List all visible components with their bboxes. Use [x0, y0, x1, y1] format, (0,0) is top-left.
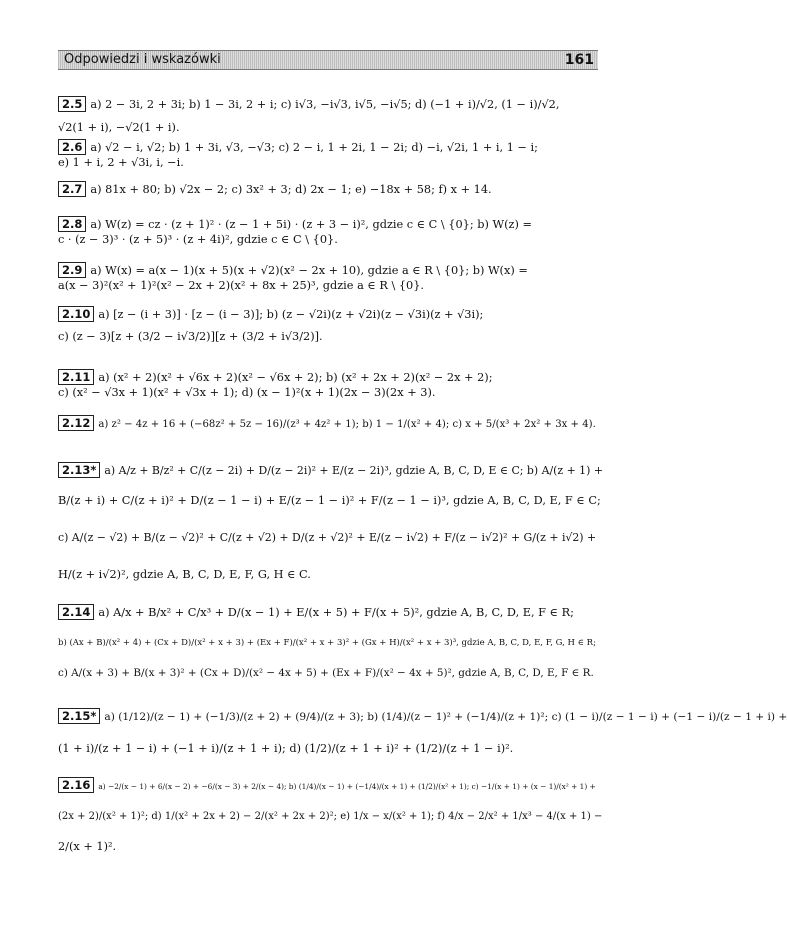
answer-2-6 — [58, 139, 598, 170]
answer-2-14 — [58, 598, 598, 688]
answer-line — [58, 560, 598, 590]
answer-line — [58, 262, 598, 278]
problem-number: 2.10 — [58, 306, 94, 322]
answer-text: a) 2 − 3i, 2 + 3i; b) 1 − 3i, 2 + i; c) i√3, −i√3, i√5, −i√5; d) (−1 + i)/√2, (1 − i)/√2, — [90, 98, 560, 111]
answer-text: (2x + 2)/(x² + 1)²; d) 1/(x² + 2x + 2) − 2/(x² + 2x + 2)²; e) 1/x − x/(x² + 1); f) 4/x − 2/x² + 1/x³ − 4/(x + 1) − — [58, 811, 603, 822]
problem-number: 2.16 — [58, 777, 94, 793]
answer-text: a) z² − 4z + 16 + (−68z² + 5z − 16)/(z³ + 4z² + 1); b) 1 − 1/(x² + 4); c) x + 5/(x³ + 2x² + 3x + 4). — [98, 419, 596, 430]
answer-2-15 — [58, 702, 787, 764]
answer-text: a) −2/(x − 1) + 6/(x − 2) + −6/(x − 3) + 2/(x − 4); b) (1/4)/(x − 1) + (−1/4)/(x + 1) + (1/2)/(x² + 1); c) −1/(x + 1) + (x − 1)/(x² + 1) + — [98, 782, 596, 791]
answer-line — [58, 139, 598, 155]
answer-text: c · (z − 3)³ · (z + 5)³ · (z + 4i)², gdzie c ∈ C \ {0}. — [58, 233, 338, 246]
problem-number: 2.13* — [58, 462, 100, 478]
section-title: Odpowiedzi i wskazówki — [64, 52, 221, 67]
answer-line — [58, 278, 598, 293]
answer-text: a) √2 − i, √2; b) 1 + 3i, √3, −√3; c) 2 − i, 1 + 2i, 1 − 2i; d) −i, √2i, 1 + i, 1 − i; — [90, 141, 538, 154]
answer-text: a) A/z + B/z² + C/(z − 2i) + D/(z − 2i)² + E/(z − 2i)³, gdzie A, B, C, D, E ∈ C; b) A/(z + 1) + — [104, 464, 603, 477]
answer-line — [58, 181, 598, 197]
answer-line — [58, 486, 601, 516]
problem-number: 2.14 — [58, 604, 94, 620]
answer-text: H/(z + i√2)², gdzie A, B, C, D, E, F, G, H ∈ C. — [58, 568, 311, 581]
answer-text: (1 + i)/(z + 1 − i) + (−1 + i)/(z + 1 + i); d) (1/2)/(z + 1 + i)² + (1/2)/(z + 1 − i)². — [58, 742, 514, 755]
problem-number: 2.15* — [58, 708, 100, 724]
answer-2-7 — [58, 181, 598, 197]
answer-line — [58, 702, 787, 734]
answer-line — [58, 155, 598, 170]
problem-number: 2.7 — [58, 181, 86, 197]
answer-line — [58, 322, 598, 352]
answer-text: a) A/x + B/x² + C/x³ + D/(x − 1) + E/(x + 5) + F/(x + 5)², gdzie A, B, C, D, E, F ∈ R; — [98, 606, 574, 619]
answer-2-11 — [58, 369, 598, 400]
problem-number: 2.9 — [58, 262, 86, 278]
answer-2-8 — [58, 216, 598, 247]
answer-line — [58, 385, 598, 400]
answer-text: c) (z − 3)[z + (3/2 − i√3/2)][z + (3/2 + i√3/2)]. — [58, 330, 323, 343]
answer-text: B/(z + i) + C/(z + i)² + D/(z − 1 − i) + E/(z − 1 − i)² + F/(z − 1 − i)³, gdzie A, B, C, D, E, F ∈ C; — [58, 494, 601, 507]
answer-2-5 — [58, 90, 598, 135]
answer-line — [58, 802, 603, 832]
answer-line — [58, 120, 598, 135]
answer-text: a(x − 3)²(x² + 1)²(x² − 2x + 2)(x² + 8x + 25)³, gdzie a ∈ R \ {0}. — [58, 279, 425, 292]
answer-text: 2/(x + 1)². — [58, 840, 117, 853]
answer-2-13 — [58, 456, 603, 590]
answer-line — [58, 658, 598, 688]
answer-line — [58, 734, 598, 764]
answer-2-9 — [58, 262, 598, 293]
answer-line — [58, 772, 598, 802]
problem-number: 2.12 — [58, 415, 94, 431]
answer-line — [58, 410, 598, 440]
page-number: 161 — [564, 52, 594, 68]
answer-line — [58, 232, 598, 247]
answer-line — [58, 456, 603, 486]
answer-line — [58, 516, 598, 560]
answer-line — [58, 369, 598, 385]
answer-line — [58, 628, 598, 658]
answer-text: e) 1 + i, 2 + √3i, i, −i. — [58, 156, 184, 169]
answer-text: c) (x² − √3x + 1)(x² + √3x + 1); d) (x − 1)²(x + 1)(2x − 3)(2x + 3). — [58, 386, 436, 399]
answer-line — [58, 306, 598, 322]
answer-2-16 — [58, 772, 603, 862]
answer-line — [58, 598, 598, 628]
answer-text: a) 81x + 80; b) √2x − 2; c) 3x² + 3; d) 2x − 1; e) −18x + 58; f) x + 14. — [90, 183, 492, 196]
answer-2-10 — [58, 306, 598, 352]
answer-text: c) A/(z − √2) + B/(z − √2)² + C/(z + √2) + D/(z + √2)² + E/(z − i√2) + F/(z − i√2)² + G/(z + i√2) + — [58, 531, 597, 544]
problem-number: 2.6 — [58, 139, 86, 155]
answer-text: a) W(z) = cz · (z + 1)² · (z − 1 + 5i) · (z + 3 − i)², gdzie c ∈ C \ {0}; b) W(z) = — [90, 218, 532, 231]
answer-2-12 — [58, 410, 598, 440]
answer-text: a) (x² + 2)(x² + √6x + 2)(x² − √6x + 2); b) (x² + 2x + 2)(x² − 2x + 2); — [98, 371, 493, 384]
answer-line — [58, 216, 598, 232]
answer-line — [58, 90, 598, 120]
running-header — [58, 50, 598, 70]
answer-text: a) [z − (i + 3)] · [z − (i − 3)]; b) (z − √2i)(z + √2i)(z − √3i)(z + √3i); — [98, 308, 484, 321]
problem-number: 2.11 — [58, 369, 94, 385]
problem-number: 2.5 — [58, 96, 86, 112]
answer-text: b) (Ax + B)/(x² + 4) + (Cx + D)/(x² + x + 3) + (Ex + F)/(x² + x + 3)² + (Gx + H)/(x² + x + 3)³, gdzie A, B, C, D, E, F, G, H ∈ R; — [58, 638, 596, 648]
answer-text: a) W(x) = a(x − 1)(x + 5)(x + √2)(x² − 2x + 10), gdzie a ∈ R \ {0}; b) W(x) = — [90, 264, 528, 277]
problem-number: 2.8 — [58, 216, 86, 232]
answer-text: a) (1/12)/(z − 1) + (−1/3)/(z + 2) + (9/4)/(z + 3); b) (1/4)/(z − 1)² + (−1/4)/(z + 1)²; c) (1 − i)/(z − 1 − i) + (−1 − i)/(z − 1 + i) + — [104, 711, 787, 723]
answer-line — [58, 832, 598, 862]
answer-text: c) A/(x + 3) + B/(x + 3)² + (Cx + D)/(x² − 4x + 5) + (Ex + F)/(x² − 4x + 5)², gdzie A, B, C, D, E, F ∈ R. — [58, 667, 594, 679]
answer-text: √2(1 + i), −√2(1 + i). — [58, 121, 180, 134]
